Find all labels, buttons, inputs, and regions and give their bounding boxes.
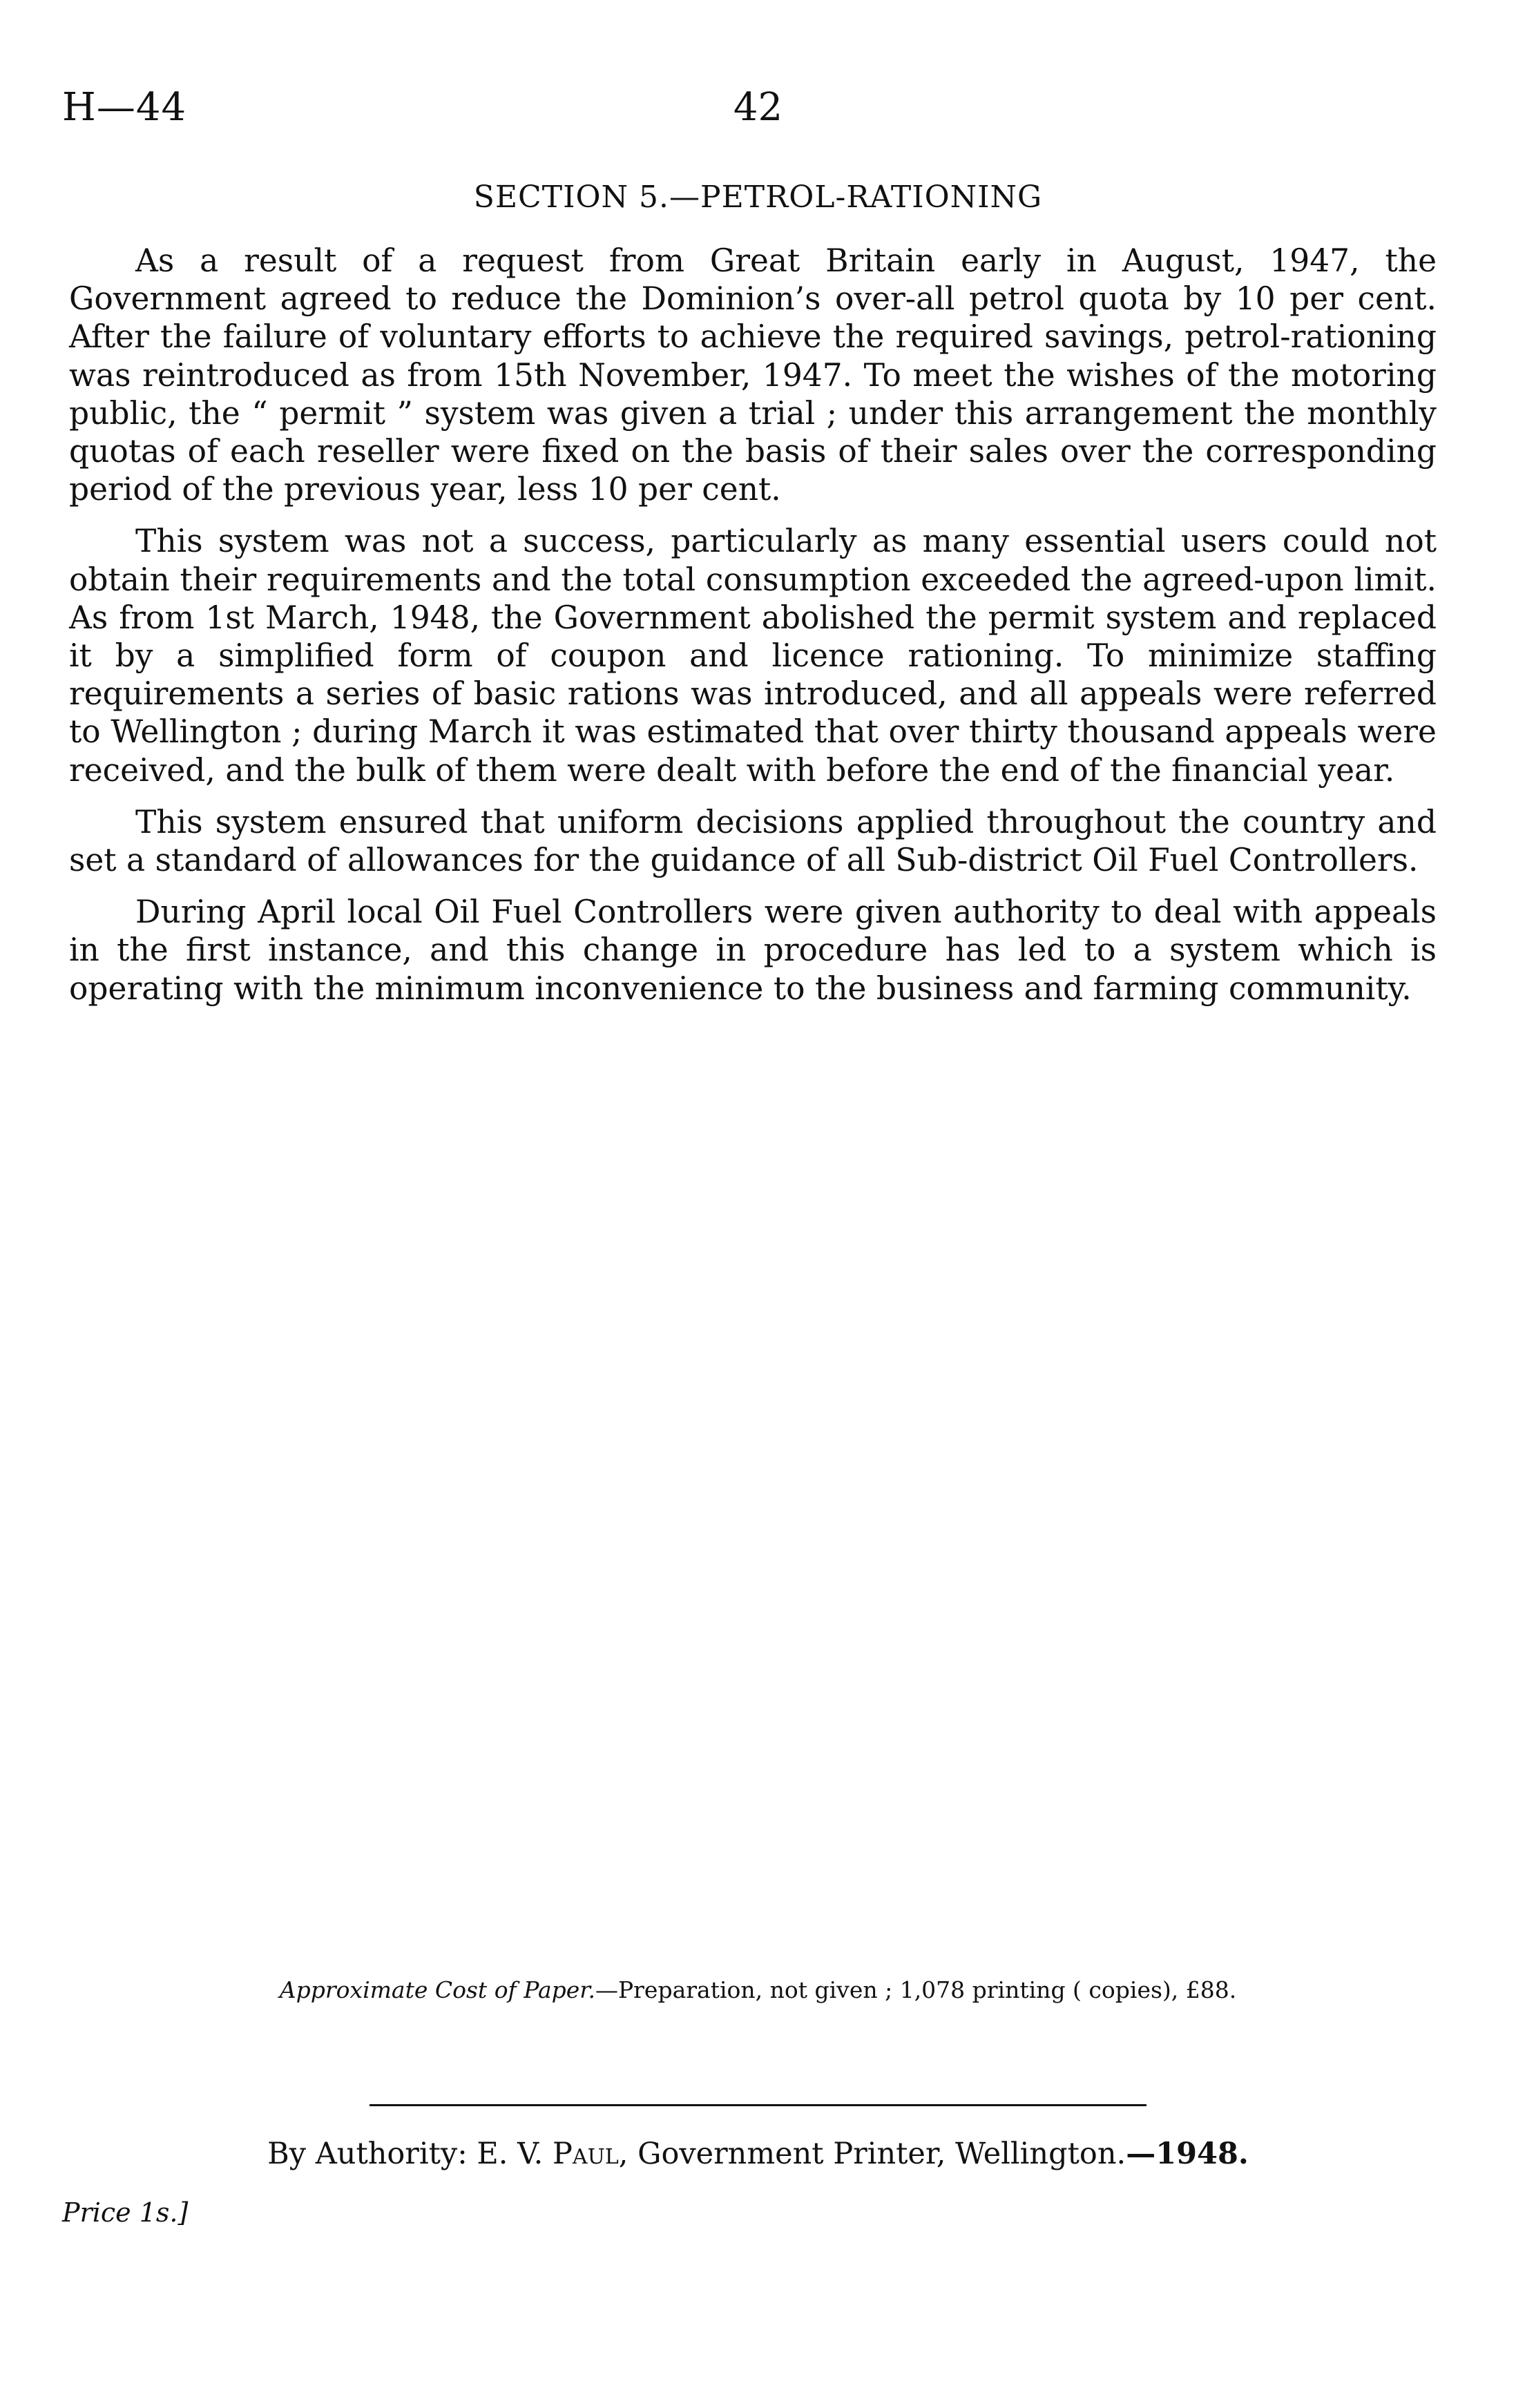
price-note: Price 1s.] — [62, 2197, 189, 2228]
printer-initials: E. V. — [477, 2137, 553, 2171]
section-title: SECTION 5.—PETROL-RATIONING — [473, 180, 1043, 215]
paragraph-1: As a result of a request from Great Britain early in August, 1947, the Government agreed to reduce the Dominion’s over-all petrol quota by 10 per cent. After the failure of voluntary efforts to achieve the required savings, petrol-rationing was reintroduced as from 15th November, 1947. To meet the wishes of the motoring public, the “ permit ” system was given a trial ; under this arrangement the monthly quotas of each reseller were fixed on the basis of their sales over the corresponding period of the previous year, less 10 per cent. — [69, 242, 1437, 508]
paragraph-2: This system was not a success, particularly as many essential users could not obtain their requirements and the total consumption exceeded the agreed-upon limit. As from 1st March, 1948, the Government abolished the permit system and replaced it by a simplified form of coupon and licence rationing. To minimize staffing requirements a series of basic rations was introduced, and all appeals were referred to Wellington ; during March it was estimated that over thirty thousand appeals were received, and the bulk of them were dealt with before the end of the financial year. — [69, 523, 1437, 789]
footer-rule — [370, 2104, 1146, 2106]
authority-year: —1948. — [1126, 2137, 1249, 2171]
paragraph-3: This system ensured that uniform decisions applied throughout the country and set a standard of allowances for the guidance of all Sub-district Oil Fuel Controllers. — [69, 803, 1437, 879]
authority-suffix: , Government Printer, Wellington. — [618, 2137, 1126, 2171]
authority-line — [0, 2137, 1516, 2173]
body-text — [69, 242, 1437, 1021]
authority-prefix: By Authority: — [267, 2137, 477, 2171]
page-number: 42 — [733, 85, 783, 130]
cost-text: —Preparation, not given ; 1,078 printing ( copies), £88. — [595, 1976, 1237, 2003]
printer-surname: Paul — [552, 2137, 619, 2171]
page-ref: H—44 — [62, 85, 187, 130]
cost-note — [0, 1976, 1516, 2004]
cost-label: Approximate Cost of Paper. — [279, 1976, 595, 2003]
paragraph-4: During April local Oil Fuel Controllers were given authority to deal with appeals in the first instance, and this change in procedure has led to a system which is operating with the minimum inconvenience to the business and farming community. — [69, 894, 1437, 1007]
